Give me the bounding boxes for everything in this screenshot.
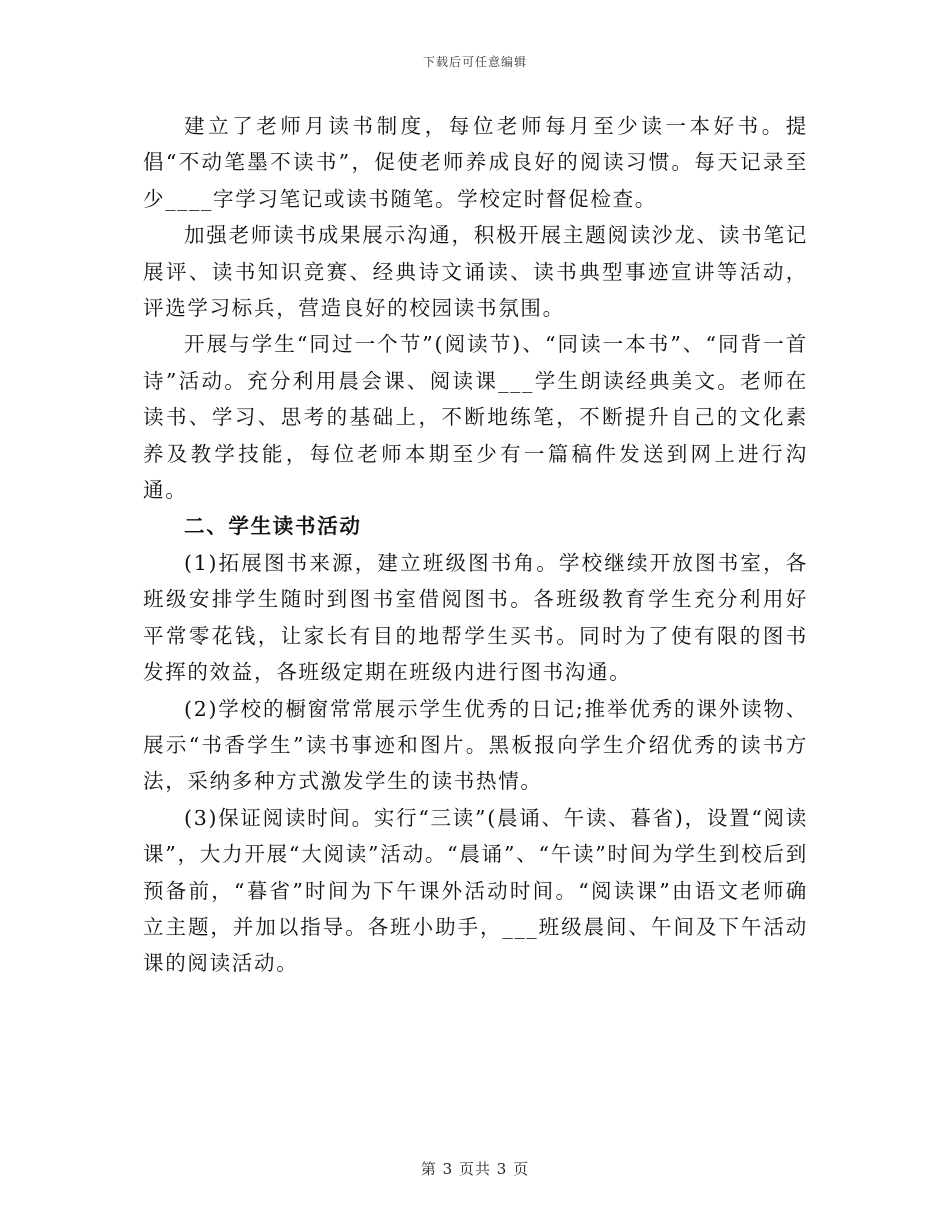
- paragraph-teacher-reading-system: 建立了老师月读书制度，每位老师每月至少读一本好书。提倡“不动笔墨不读书”，促使老师养成良好的阅读习惯。每天记录至少____字学习笔记或读书随笔。学校定时督促检查。: [143, 114, 808, 211]
- page-number-footer: 第 3 页共 3 页: [420, 1160, 530, 1178]
- page-header: 下载后可任意编辑: [422, 55, 527, 69]
- list-item-reading-time: (3)保证阅读时间。实行“三读”(晨诵、午读、暮省)，设置“阅读课”，大力开展“大阅读”活动。“晨诵”、“午读”时间为学生到校后到预备前，“暮省”时间为下午课外活动时间。“阅读课”由语文老师确立主题，并加以指导。各班小助手，___班级晨间、午间及下午活动课的阅读活动。: [143, 805, 808, 976]
- paragraph-reading-exchange: 加强老师读书成果展示沟通，积极开展主题阅读沙龙、读书笔记展评、读书知识竞赛、经典诗文诵读、读书典型事迹宣讲等活动，评选学习标兵，营造良好的校园读书氛围。: [143, 223, 808, 321]
- list-item-book-sources: (1)拓展图书来源，建立班级图书角。学校继续开放图书室，各班级安排学生随时到图书室借阅图书。各班级教育学生充分利用好平常零花钱，让家长有目的地帮学生买书。同时为了使有限的图书发挥的效益，各班级定期在班级内进行图书沟通。: [143, 550, 808, 685]
- list-item-showcase: (2)学校的橱窗常常展示学生优秀的日记;推举优秀的课外读物、展示“书香学生”读书事迹和图片。黑板报向学生介绍优秀的读书方法，采纳多种方式激发学生的读书热情。: [143, 696, 808, 794]
- section-heading: 二、学生读书活动: [184, 514, 362, 539]
- paragraph-joint-activities: 开展与学生“同过一个节”(阅读节)、“同读一本书”、“同背一首诗”活动。充分利用晨会课、阅读课___学生朗读经典美文。老师在读书、学习、思考的基础上，不断地练笔，不断提升自己的文化素养及教学技能，每位老师本期至少有一篇稿件发送到网上进行沟通。: [143, 332, 808, 503]
- document-body: [143, 108, 808, 982]
